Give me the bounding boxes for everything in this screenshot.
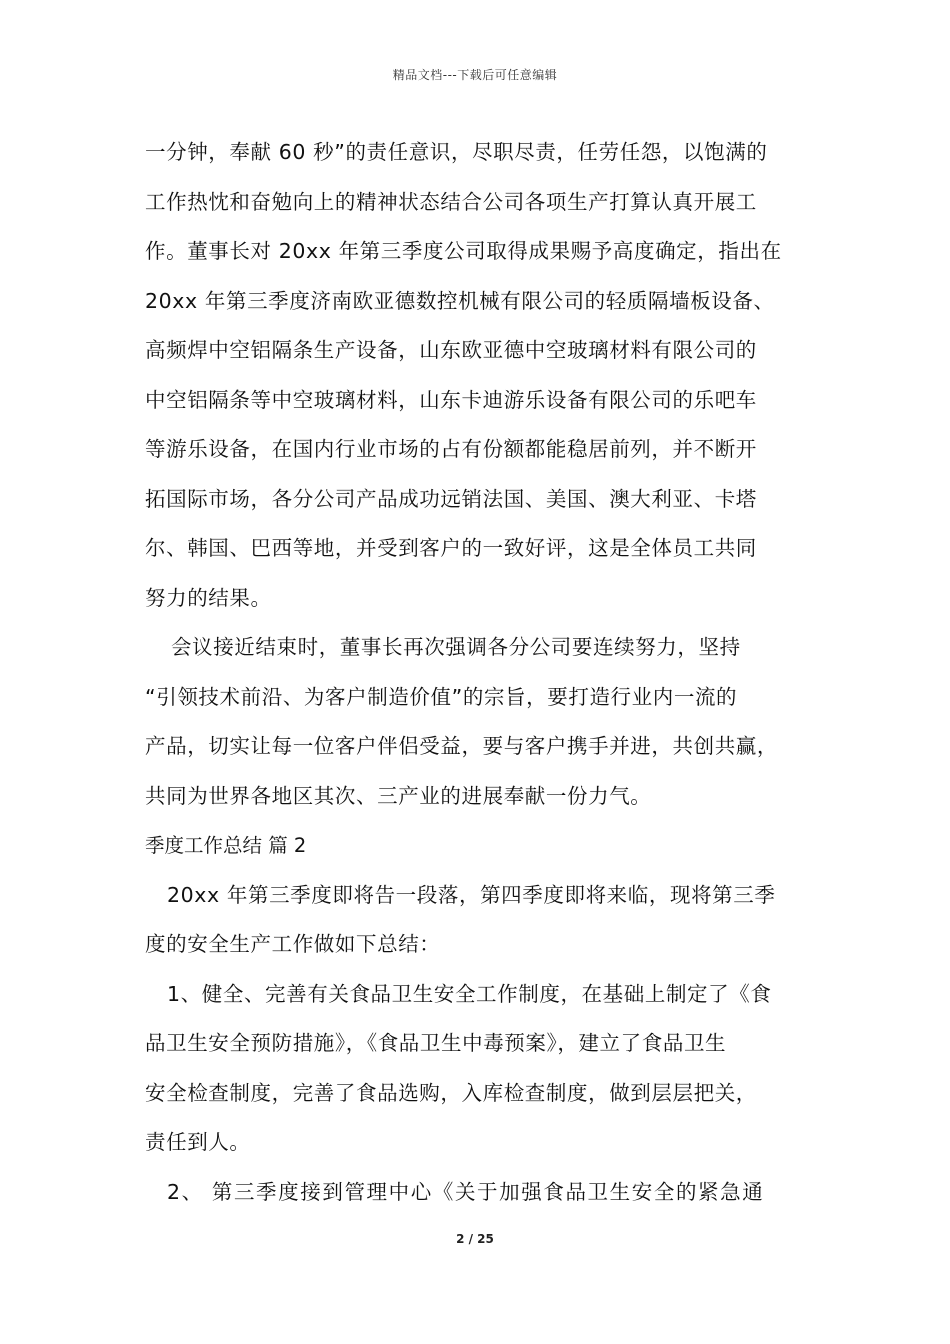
paragraph <box>145 1168 817 1218</box>
text-line: 度的安全生产工作做如下总结： <box>145 932 441 956</box>
document-body <box>145 128 817 1217</box>
text-line: 作。董事长对 20xx 年第三季度公司取得成果赐予高度确定，指出在 <box>145 239 782 263</box>
text-line: 20xx 年第三季度即将告一段落，第四季度即将来临，现将第三季 <box>167 882 776 907</box>
text-line: 拓国际市场，各分公司产品成功远销法国、美国、澳大利亚、卡塔 <box>145 486 757 511</box>
page-header: 精品文档---下载后可任意编辑 <box>392 68 558 82</box>
paragraph <box>145 623 817 821</box>
text-line: 中空铝隔条等中空玻璃材料，山东卡迪游乐设备有限公司的乐吧车 <box>145 387 757 412</box>
page-number: 2 / 25 <box>456 1232 494 1246</box>
text-line: 产品，切实让每一位客户伴侣受益，要与客户携手并进，共创共赢， <box>145 734 778 758</box>
text-line: 2、 第三季度接到管理中心《关于加强食品卫生安全的紧急通 <box>167 1179 765 1204</box>
text-line: 共同为世界各地区其次、三产业的进展奉献一份力气。 <box>145 783 652 808</box>
paragraph <box>145 970 817 1168</box>
text-line: 会议接近结束时，董事长再次强调各分公司要连续努力，坚持 <box>171 635 741 659</box>
text-line: 一分钟，奉献 60 秒”的责任意识，尽职尽责，任劳任怨，以饱满的 <box>145 140 768 164</box>
text-line: 责任到人。 <box>145 1130 251 1154</box>
text-line: 尔、韩国、巴西等地，并受到客户的一致好评，这是全体员工共同 <box>145 536 757 560</box>
paragraph <box>145 128 817 623</box>
text-line: 努力的结果。 <box>145 585 272 610</box>
text-line: 安全检查制度，完善了食品选购，入库检查制度，做到层层把关， <box>145 1080 757 1105</box>
section-heading: 季度工作总结 篇 2 <box>145 834 307 857</box>
text-line: 等游乐设备，在国内行业市场的占有份额都能稳居前列，并不断开 <box>145 437 757 461</box>
text-line: 1、健全、完善有关食品卫生安全工作制度，在基础上制定了《食 <box>167 981 772 1006</box>
text-line: 高频焊中空铝隔条生产设备，山东欧亚德中空玻璃材料有限公司的 <box>145 338 757 362</box>
text-line: “引领技术前沿、为客户制造价值”的宗旨，要打造行业内一流的 <box>145 684 738 709</box>
text-line: 20xx 年第三季度济南欧亚德数控机械有限公司的轻质隔墙板设备、 <box>145 288 775 313</box>
text-line: 品卫生安全预防措施》，《食品卫生中毒预案》，建立了食品卫生 <box>145 1031 727 1055</box>
text-line: 工作热忱和奋勉向上的精神状态结合公司各项生产打算认真开展工 <box>145 189 757 214</box>
paragraph <box>145 871 817 970</box>
